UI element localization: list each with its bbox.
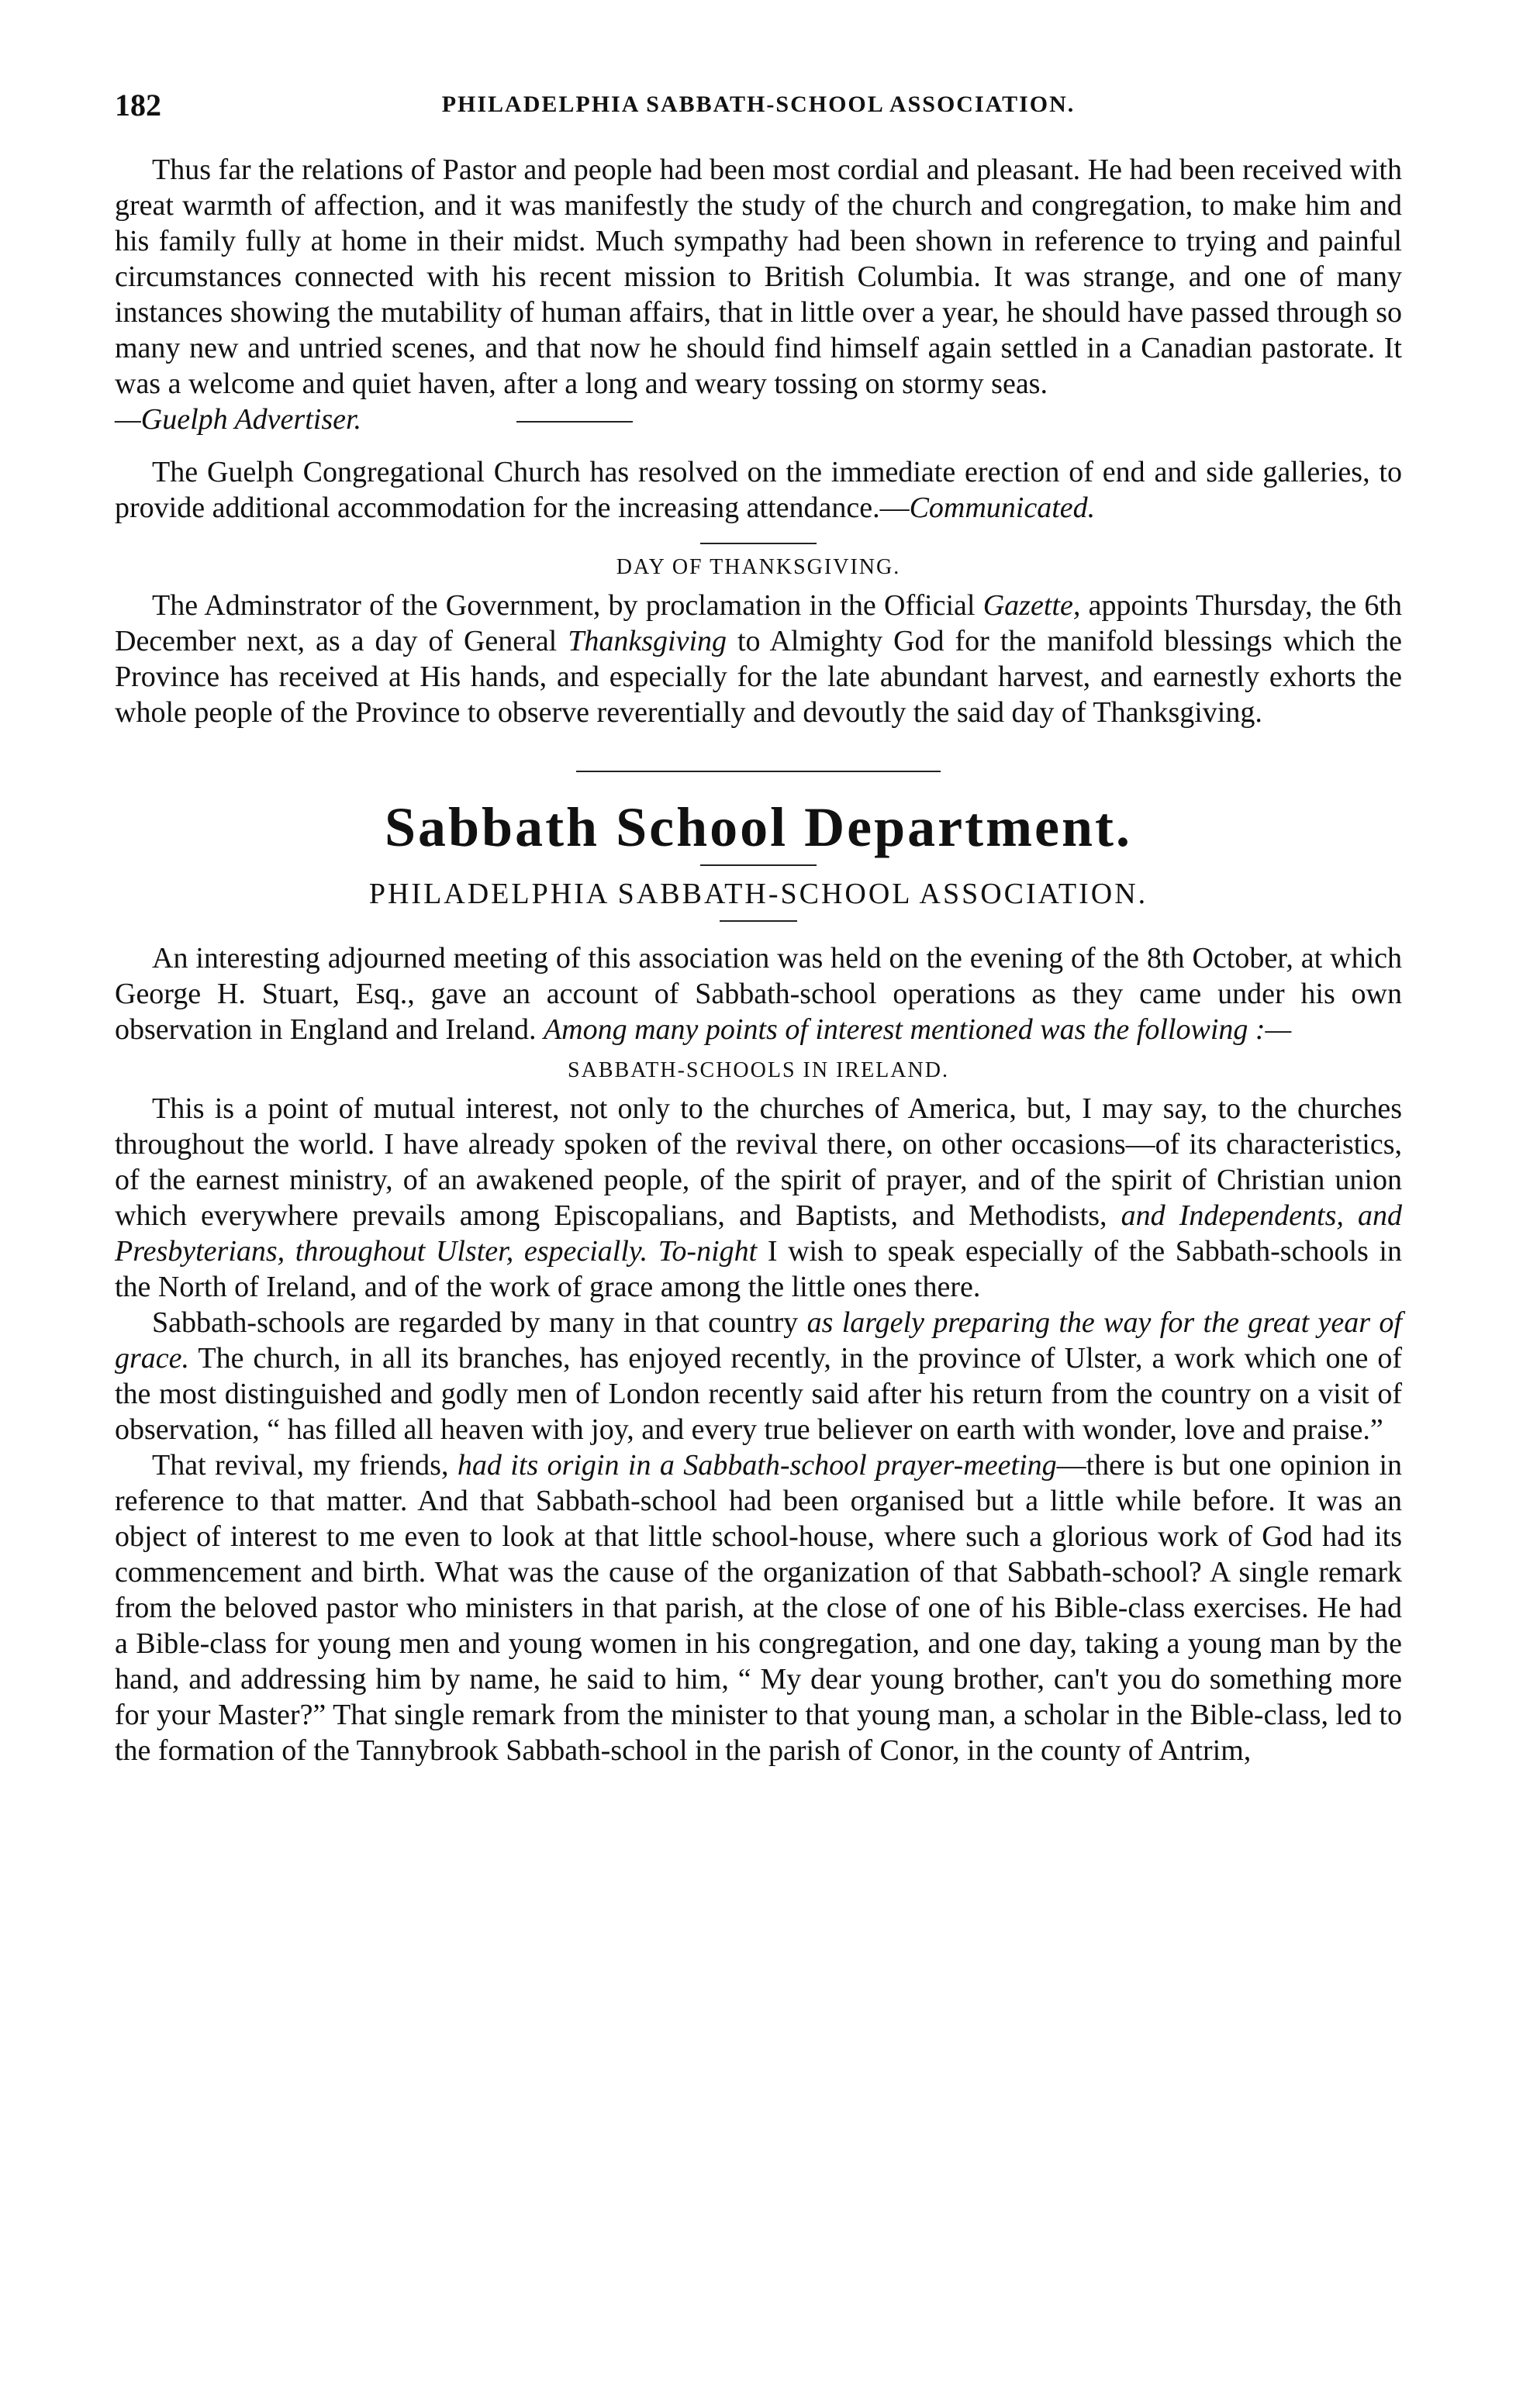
gazette-italic: Gazette,: [982, 589, 1081, 622]
short-rule: [516, 421, 633, 423]
sabbath-italic: as largely preparing the way for the great year of grace.: [115, 1306, 1402, 1375]
page-header: [115, 87, 1402, 133]
galleries-paragraph: [115, 454, 1402, 526]
revival-paragraph: [115, 1447, 1402, 1768]
thanksgiving-text-1: The Adminstrator of the Government, by proclamation in the Official: [152, 589, 983, 622]
ireland-paragraph: [115, 1091, 1402, 1305]
department-title: Sabbath School Department.: [384, 796, 1133, 858]
pastor-paragraph: [115, 152, 1402, 437]
thanksgiving-italic: Thanksgiving: [568, 625, 727, 657]
meeting-italic: Among many points of interest mentioned was the following :—: [543, 1013, 1292, 1046]
pastor-paragraph-text: Thus far the relations of Pastor and people had been most cordial and pleasant. He had been received with great warmth of affection, and it was manifestly the study of the church and congregation, to make him and his family fully at home in their midst. Much sympathy had been shown in reference to trying and painful circumstances connected with his recent mission to British Columbia. It was strange, and one of many instances showing the mutability of human affairs, that in little over a year, he should have passed through so many new and untried scenes, and that now he should find himself again settled in a Canadian pastorate. It was a welcome and quiet haven, after a long and weary tossing on stormy seas.: [115, 154, 1402, 400]
sabbath-text-2: The church, in all its branches, has enjoyed recently, in the province of Ulster, a work which one of the most distinguished and godly men of London recently said after his return from the country on a visit of observation, “ has filled all heaven with joy, and every true believer on earth with wonder, love and praise.”: [115, 1342, 1402, 1446]
revival-text-2: —there is but one opinion in reference to that matter. And that Sabbath-school had been organised but a little while before. It was an object of interest to me even to look at that little school-house, where such a glorious work of God had its commencement and birth. What was the cause of the organization of that Sabbath-school? A single remark from the beloved pastor who ministers in that parish, at the close of one of his Bible-class exercises. He had a Bible-class for young men and young women in his congregation, and one day, taking a young man by the hand, and addressing him by name, he said to him, “ My dear young brother, can't you do something more for your Master?” That single remark from the minister to that young man, a scholar in the Bible-class, led to the formation of the Tannybrook Sabbath-school in the parish of Conor, in the county of Antrim,: [115, 1449, 1403, 1767]
page-body: [115, 152, 1402, 1768]
association-rule: [720, 920, 797, 922]
sabbath-schools-paragraph: [115, 1305, 1402, 1447]
thanksgiving-heading: DAY OF THANKSGIVING.: [616, 555, 901, 579]
section-rule: [700, 543, 817, 544]
thanksgiving-text-3: to Almighty God for the manifold blessings which the Province has received at His hands, and especially for the late abundant harvest, and earnestly exhorts the whole people of the Province to observe reverentially and devoutly the said day of Thanksgiving.: [115, 625, 1403, 729]
communicated-source: Communicated.: [909, 492, 1096, 524]
meeting-paragraph: [115, 940, 1402, 1047]
department-title-rule: [700, 864, 817, 866]
thanksgiving-text-2: appoints Thursday, the 6th December next, as a day of General: [115, 589, 1402, 657]
running-head: PHILADELPHIA SABBATH-SCHOOL ASSOCIATION.: [441, 91, 1076, 117]
ireland-text-2: I wish to speak especially of the Sabbath-schools in the North of Ireland, and of the work of grace among the little ones there.: [115, 1235, 1402, 1303]
ireland-italic: and Independents, and Presbyterians, throughout Ulster, especially. To-night: [115, 1199, 1403, 1268]
thanksgiving-paragraph: [115, 588, 1402, 730]
guelph-advertiser-source: —Guelph Advertiser.: [115, 403, 362, 436]
revival-text-1: That revival, my friends,: [152, 1449, 458, 1482]
revival-italic: had its origin in a Sabbath-school prayer-meeting: [457, 1449, 1057, 1482]
ireland-text-1: This is a point of mutual interest, not only to the churches of America, but, I may say, to the churches throughout the world. I have already spoken of the revival there, on other occasions—of its characteristics, of the earnest ministry, of an awakened people, of the spirit of prayer, and of the spirit of Christian union which everywhere prevails among Episcopalians, and Baptists, and Methodists,: [115, 1092, 1402, 1232]
sabbath-text-1: Sabbath-schools are regarded by many in that country: [152, 1306, 807, 1339]
department-rule: [576, 771, 941, 772]
meeting-text: An interesting adjourned meeting of this association was held on the evening of the 8th October, at which George H. Stuart, Esq., gave an account of Sabbath-school operations as they came under his own observation in England and Ireland.: [115, 942, 1402, 1046]
ireland-heading: SABBATH-SCHOOLS IN IRELAND.: [568, 1058, 949, 1082]
page-number: 182: [115, 88, 161, 122]
association-title: PHILADELPHIA SABBATH-SCHOOL ASSOCIATION.: [368, 878, 1148, 910]
galleries-paragraph-text: The Guelph Congregational Church has resolved on the immediate erection of end and side galleries, to provide additional accommodation for the increasing attendance.—: [115, 456, 1402, 524]
